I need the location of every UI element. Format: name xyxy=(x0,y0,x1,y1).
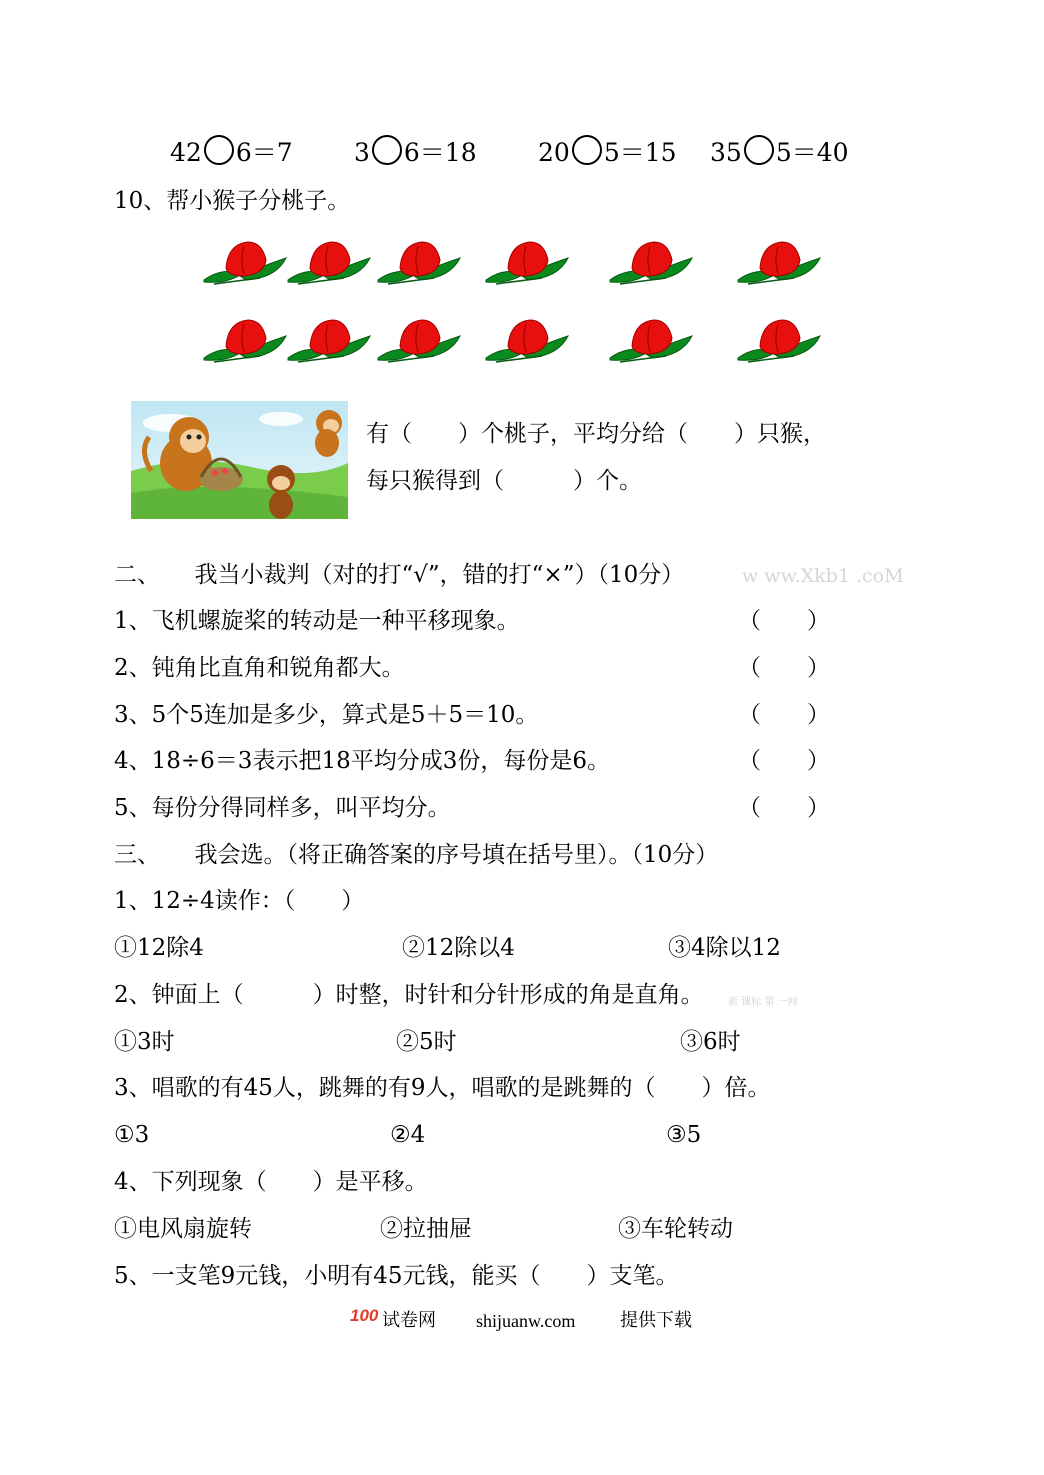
peach-icon xyxy=(482,238,572,294)
peach-icon xyxy=(734,316,824,372)
s3-q3: 3、唱歌的有45人，跳舞的有9人，唱歌的是跳舞的（ ）倍。 xyxy=(114,1075,771,1101)
site-logo: 100 xyxy=(350,1306,379,1325)
peach-icon xyxy=(606,316,696,372)
peach-icon xyxy=(200,238,290,294)
footer-site-name: 试卷网 xyxy=(382,1310,436,1331)
option[interactable]: ①12除4 xyxy=(114,935,204,961)
peach-icon xyxy=(734,238,824,294)
section2-title: 二、 我当小裁判（对的打“√”，错的打“×”）（10分） xyxy=(114,562,685,588)
equation-right: 5＝15 xyxy=(603,138,677,167)
option[interactable]: ②4 xyxy=(390,1122,426,1148)
option[interactable]: ②12除以4 xyxy=(402,935,515,961)
answer-paren[interactable]: （ ） xyxy=(738,608,830,634)
answer-circle[interactable] xyxy=(372,135,402,165)
section3-title: 三、 我会选。（将正确答案的序号填在括号里）。（10分） xyxy=(114,842,719,868)
peach-icon xyxy=(374,316,464,372)
peach-icon xyxy=(284,316,374,372)
equation-right: 6＝18 xyxy=(403,138,477,167)
equation-left: 35 xyxy=(710,138,742,167)
equation-4 xyxy=(710,135,849,168)
watermark-small: 新 课标 第 一网 xyxy=(728,997,798,1008)
option[interactable]: ③5 xyxy=(666,1122,702,1148)
watermark: w ww.Xkb1 .coM xyxy=(742,565,904,587)
s2-item-4: 4、18÷6＝3表示把18平均分成3份，每份是6。 xyxy=(114,748,610,774)
s2-item-3: 3、5个5连加是多少，算式是5＋5＝10。 xyxy=(114,702,539,728)
q10-text-line2: 每只猴得到（ ）个。 xyxy=(366,468,642,494)
equation-1 xyxy=(170,135,293,168)
s3-q1: 1、12÷4读作：（ ） xyxy=(114,888,365,914)
s3-q4: 4、下列现象（ ）是平移。 xyxy=(114,1169,428,1195)
peach-icon xyxy=(606,238,696,294)
s3-q5: 5、一支笔9元钱，小明有45元钱，能买（ ）支笔。 xyxy=(114,1263,679,1289)
peach-icon xyxy=(200,316,290,372)
equation-left: 20 xyxy=(538,138,570,167)
peach-icon xyxy=(284,238,374,294)
answer-paren[interactable]: （ ） xyxy=(738,702,830,728)
peach-icon xyxy=(374,238,464,294)
equation-right: 5＝40 xyxy=(775,138,849,167)
equation-left: 42 xyxy=(170,138,202,167)
s3-q2: 2、钟面上（ ）时整，时针和分针形成的角是直角。 xyxy=(114,982,704,1008)
answer-paren[interactable]: （ ） xyxy=(738,795,830,821)
peach-icon xyxy=(482,316,572,372)
answer-circle[interactable] xyxy=(572,135,602,165)
option[interactable]: ③6时 xyxy=(680,1029,741,1055)
option[interactable]: ①3 xyxy=(114,1122,150,1148)
s2-item-5: 5、每份分得同样多，叫平均分。 xyxy=(114,795,451,821)
footer-url[interactable]: shijuanw.com xyxy=(476,1311,576,1331)
option[interactable]: ③车轮转动 xyxy=(618,1216,733,1242)
option[interactable]: ③4除以12 xyxy=(668,935,781,961)
option[interactable]: ①电风扇旋转 xyxy=(114,1216,252,1242)
option[interactable]: ②5时 xyxy=(396,1029,457,1055)
q10-text-line1: 有（ ）个桃子，平均分给（ ）只猴， xyxy=(366,421,826,447)
footer-note: 提供下载 xyxy=(620,1310,692,1331)
q10-title: 10、帮小猴子分桃子。 xyxy=(114,188,351,214)
equation-2 xyxy=(354,135,477,168)
s2-item-2: 2、钝角比直角和锐角都大。 xyxy=(114,655,405,681)
answer-paren[interactable]: （ ） xyxy=(738,748,830,774)
answer-circle[interactable] xyxy=(744,135,774,165)
equation-left: 3 xyxy=(354,138,370,167)
equation-3 xyxy=(538,135,677,168)
answer-paren[interactable]: （ ） xyxy=(738,655,830,681)
s2-item-1: 1、飞机螺旋桨的转动是一种平移现象。 xyxy=(114,608,520,634)
option[interactable]: ②拉抽屉 xyxy=(380,1216,472,1242)
monkeys-illustration xyxy=(131,401,348,519)
option[interactable]: ①3时 xyxy=(114,1029,175,1055)
equation-right: 6＝7 xyxy=(235,138,293,167)
answer-circle[interactable] xyxy=(204,135,234,165)
